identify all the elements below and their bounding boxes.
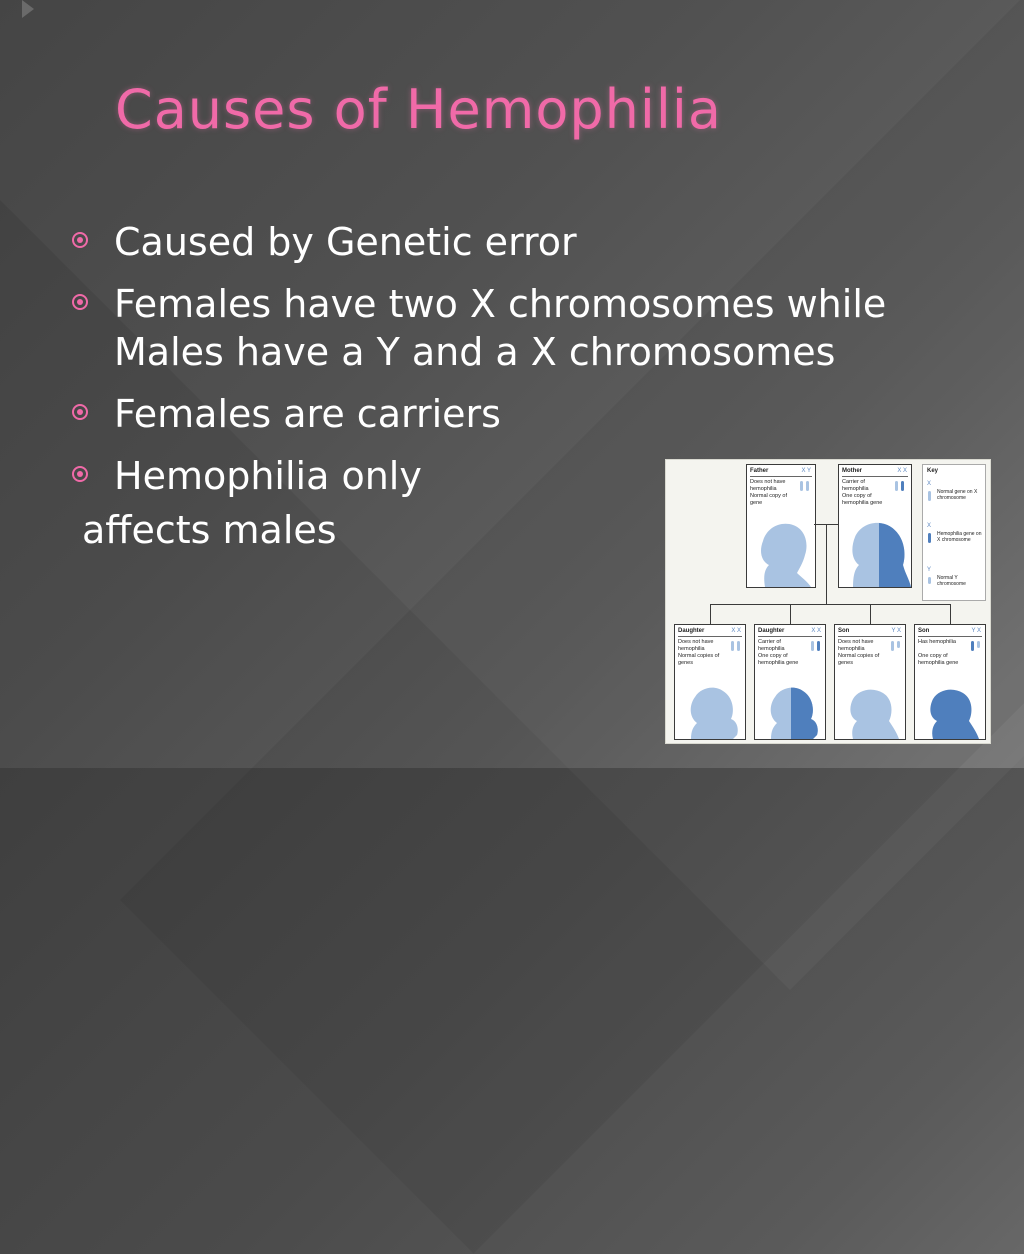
key-desc: Hemophilia gene on X chromosome [937,531,982,543]
bullet-item [72,218,994,266]
child-card-daughter [754,624,826,740]
card-chromosomes: Y X [891,628,901,634]
card-title: Son [838,628,850,634]
corner-arrow-icon [22,0,34,18]
chromosome-icon [891,641,894,651]
connector-line [710,604,950,605]
male-head-icon [843,677,899,739]
chromosome-icon [811,641,814,651]
bullet-marker-icon [72,466,88,482]
key-label: X [927,481,932,487]
connector-line [870,604,871,624]
connector-line [826,524,827,604]
card-chromosomes: Y X [971,628,981,634]
key-desc: Normal Y chromosome [937,575,966,587]
chromosome-icon [800,481,803,491]
card-text: Normal copies of genes [678,653,720,666]
female-head-icon [763,677,819,739]
slide-title: Causes of Hemophilia [115,78,722,141]
chromosome-icon [806,481,809,491]
inheritance-diagram [665,459,991,744]
connector-line [790,604,791,624]
card-text: One copy of hemophilia gene [842,493,883,506]
chromosome-icon [737,641,740,651]
key-label: Y [927,567,932,573]
bullet-text: Females are carriers [114,392,501,436]
chromosome-icon [928,533,931,543]
father-card [746,464,816,588]
key-label: X [927,523,932,529]
key-title: Key [927,468,939,474]
card-title: Daughter [678,628,705,634]
card-text: One copy of hemophilia gene [918,653,959,666]
card-chromosomes: X Y [801,468,811,474]
chromosome-icon [817,641,820,651]
card-text: Does not have hemophilia [750,479,786,492]
card-title: Father [750,468,769,474]
key-desc: Normal gene on X chromosome [937,489,978,501]
child-card-son [914,624,986,740]
bullet-item [72,390,994,438]
card-title: Son [918,628,930,634]
chromosome-icon [977,641,980,648]
card-text: Does not have hemophilia [678,639,714,652]
card-text: Does not have hemophilia [838,639,874,652]
card-chromosomes: X X [811,628,821,634]
connector-line [710,604,711,624]
child-card-daughter [674,624,746,740]
mother-card [838,464,912,588]
chromosome-icon [895,481,898,491]
diagram-key [922,464,986,601]
male-head-icon [755,515,811,587]
bullet-text: Hemophilia only [114,454,422,498]
card-text: Carrier of hemophilia [758,639,785,652]
connector-line [950,604,951,624]
male-head-icon [923,677,979,739]
bullet-marker-icon [72,232,88,248]
card-text: Has hemophilia [918,639,956,645]
chromosome-icon [971,641,974,651]
chromosome-icon [897,641,900,648]
chromosome-icon [928,577,931,584]
card-chromosomes: X X [897,468,907,474]
female-head-icon [847,515,911,587]
bullet-continuation: affects males [82,508,337,552]
female-head-icon [683,677,739,739]
card-text: Normal copies of genes [838,653,880,666]
child-card-son [834,624,906,740]
chromosome-icon [901,481,904,491]
card-chromosomes: X X [731,628,741,634]
bullet-item [72,280,994,376]
bullet-text: Caused by Genetic error [114,220,577,264]
chromosome-icon [731,641,734,651]
card-text: Normal copy of gene [750,493,787,506]
bullet-text: Females have two X chromosomes while Males have a Y and a X chromosomes [114,282,887,374]
card-title: Mother [842,468,862,474]
card-text: One copy of hemophilia gene [758,653,799,666]
chromosome-icon [928,491,931,501]
bullet-marker-icon [72,404,88,420]
card-title: Daughter [758,628,785,634]
card-text: Carrier of hemophilia [842,479,869,492]
bullet-marker-icon [72,294,88,310]
